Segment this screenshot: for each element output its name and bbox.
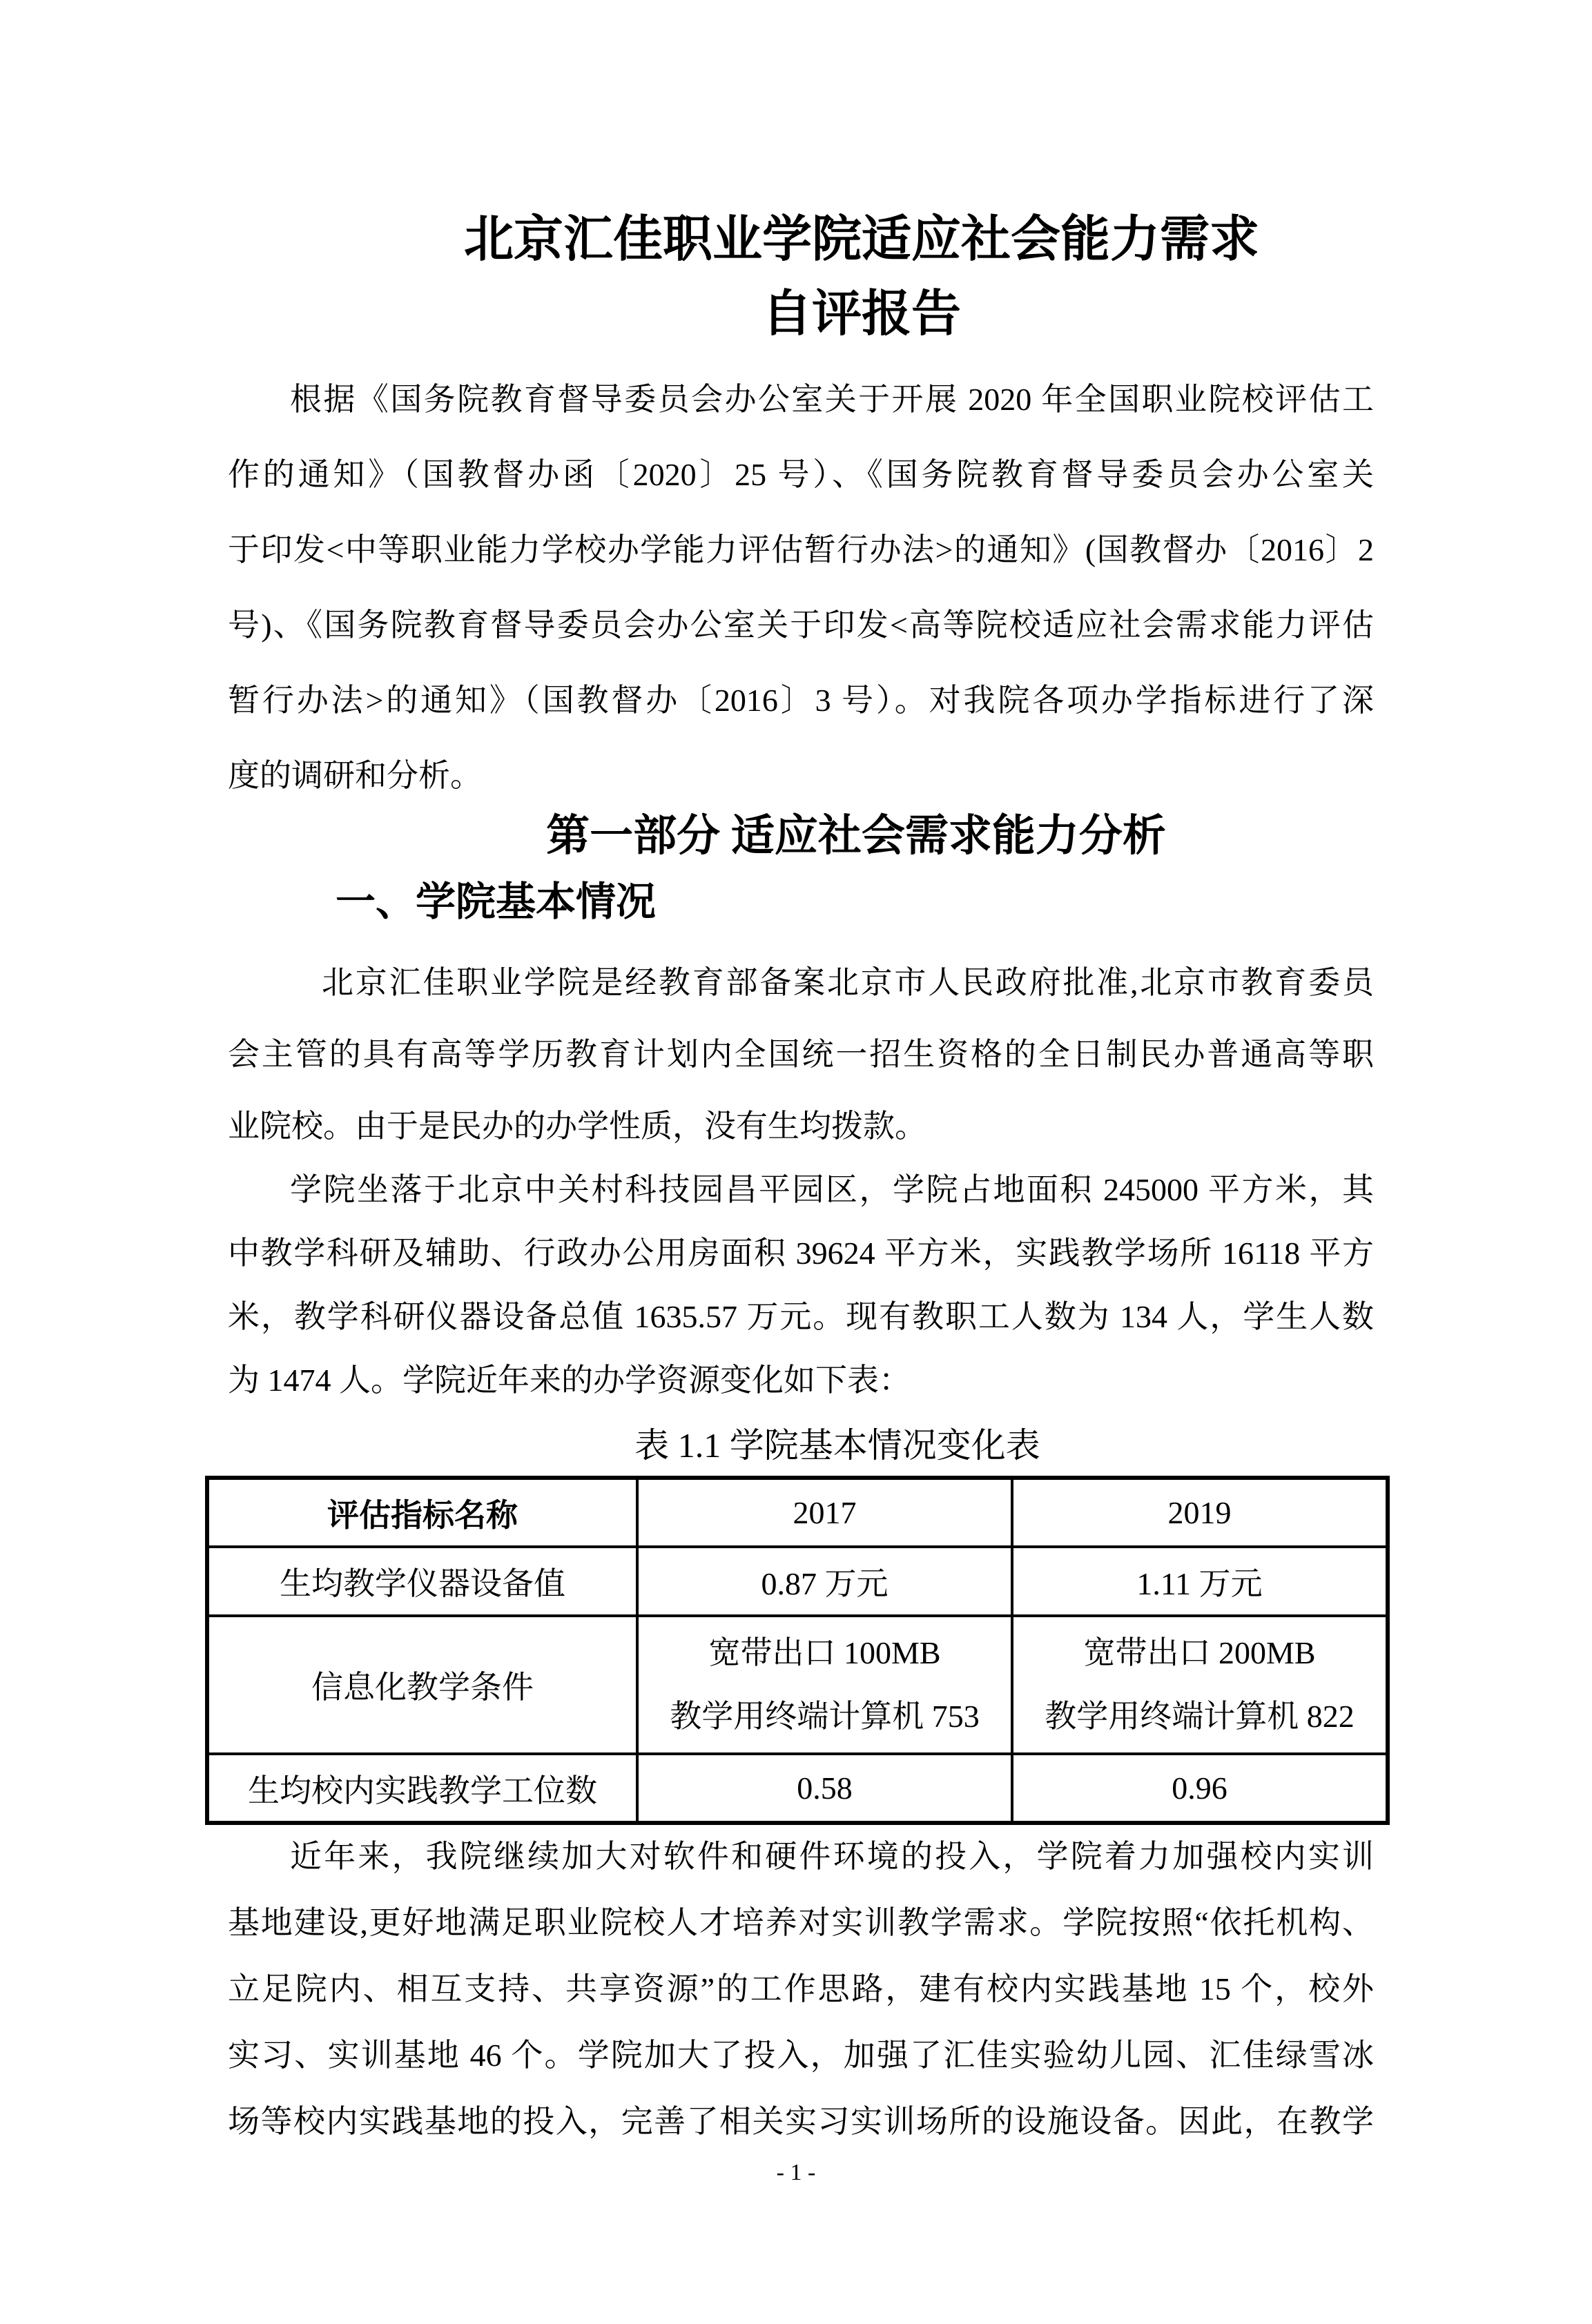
table-cell-2019: 1.11 万元 [1012,1547,1388,1616]
text-line: 暂行办法>的通知》（国教督办〔2016〕3 号）。对我院各项办学指标进行了深 [228,683,1374,718]
table-header-2019: 2019 [1012,1478,1388,1547]
intro-paragraph [228,362,1374,813]
text-line: 立足院内、相互支持、共享资源”的工作思路，建有校内实践基地 15 个，校外 [228,1971,1374,2006]
text-line: 北京汇佳职业学院是经教育部备案北京市人民政府批准,北京市教育委员 [322,965,1374,1000]
table-cell-indicator: 生均校内实践教学工位数 [207,1754,637,1823]
table-header-indicator: 评估指标名称 [207,1478,637,1547]
page-number: - 1 - [776,2160,816,2185]
table-cell-2017 [637,1616,1012,1754]
text-line: 教学用终端计算机 822 [1045,1699,1355,1734]
text-line: 学院坐落于北京中关村科技园昌平园区，学院占地面积 245000 平方米，其 [290,1172,1374,1207]
text-line: 米，教学科研仪器设备总值 1635.57 万元。现有教职工人数为 134 人，学生人数 [228,1299,1374,1334]
report-title-line-2: 自评报告 [761,286,961,342]
table-row [207,1616,1388,1754]
text-line: 度的调研和分析。 [228,758,482,793]
text-line: 实习、实训基地 46 个。学院加大了投入，加强了汇佳实验幼儿园、汇佳绿雪冰 [228,2038,1374,2073]
table-cell-indicator: 信息化教学条件 [207,1616,637,1754]
table-cell-2019 [1012,1616,1388,1754]
campus-resources-paragraph [228,1158,1374,1412]
report-title-line-1: 北京汇佳职业学院适应社会能力需求 [463,212,1259,267]
sub-heading: 一、学院基本情况 [336,879,657,924]
text-line: 近年来，我院继续加大对软件和硬件环境的投入，学院着力加强校内实训 [290,1839,1374,1874]
table-caption: 表 1.1 学院基本情况变化表 [634,1426,1040,1465]
text-line: 根据《国务院教育督导委员会办公室关于开展 2020 年全国职业院校评估工 [290,382,1374,417]
table-cell-2019: 0.96 [1012,1754,1388,1823]
text-line: 教学用终端计算机 753 [670,1699,980,1734]
table-header-2017: 2017 [637,1478,1012,1547]
table-header-row [207,1478,1388,1547]
college-overview-paragraph [228,947,1374,1162]
investment-paragraph [228,1824,1374,2155]
text-line: 基地建设,更好地满足职业院校人才培养对实训教学需求。学院按照“依托机构、 [228,1905,1374,1940]
table-row [207,1754,1388,1823]
text-line: 作的通知》（国教督办函〔2020〕25 号）、《国务院教育督导委员会办公室关 [228,457,1374,492]
text-line: 业院校。由于是民办的办学性质，没有生均拨款。 [228,1109,926,1144]
text-line: 宽带出口 100MB [708,1635,941,1670]
table-cell-2017: 0.87 万元 [637,1547,1012,1616]
text-line: 会主管的具有高等学历教育计划内全国统一招生资格的全日制民办普通高等职 [228,1037,1374,1072]
text-line: 中教学科研及辅助、行政办公用房面积 39624 平方米，实践教学场所 16118 平方 [228,1236,1374,1271]
basic-situation-table [205,1476,1390,1825]
text-line: 场等校内实践基地的投入，完善了相关实习实训场所的设施设备。因此，在教学 [228,2104,1374,2139]
report-title [0,202,1592,351]
text-line: 为 1474 人。学院近年来的办学资源变化如下表： [228,1363,911,1398]
text-line: 宽带出口 200MB [1083,1635,1316,1670]
table-cell-2017: 0.58 [637,1754,1012,1823]
text-line: 号)、《国务院教育督导委员会办公室关于印发<高等院校适应社会需求能力评估 [228,607,1374,643]
table-row [207,1547,1388,1616]
table-cell-indicator: 生均教学仪器设备值 [207,1547,637,1616]
section-heading: 第一部分 适应社会需求能力分析 [546,812,1166,860]
text-line: 于印发<中等职业能力学校办学能力评估暂行办法>的通知》(国教督办〔2016〕2 [228,532,1374,567]
